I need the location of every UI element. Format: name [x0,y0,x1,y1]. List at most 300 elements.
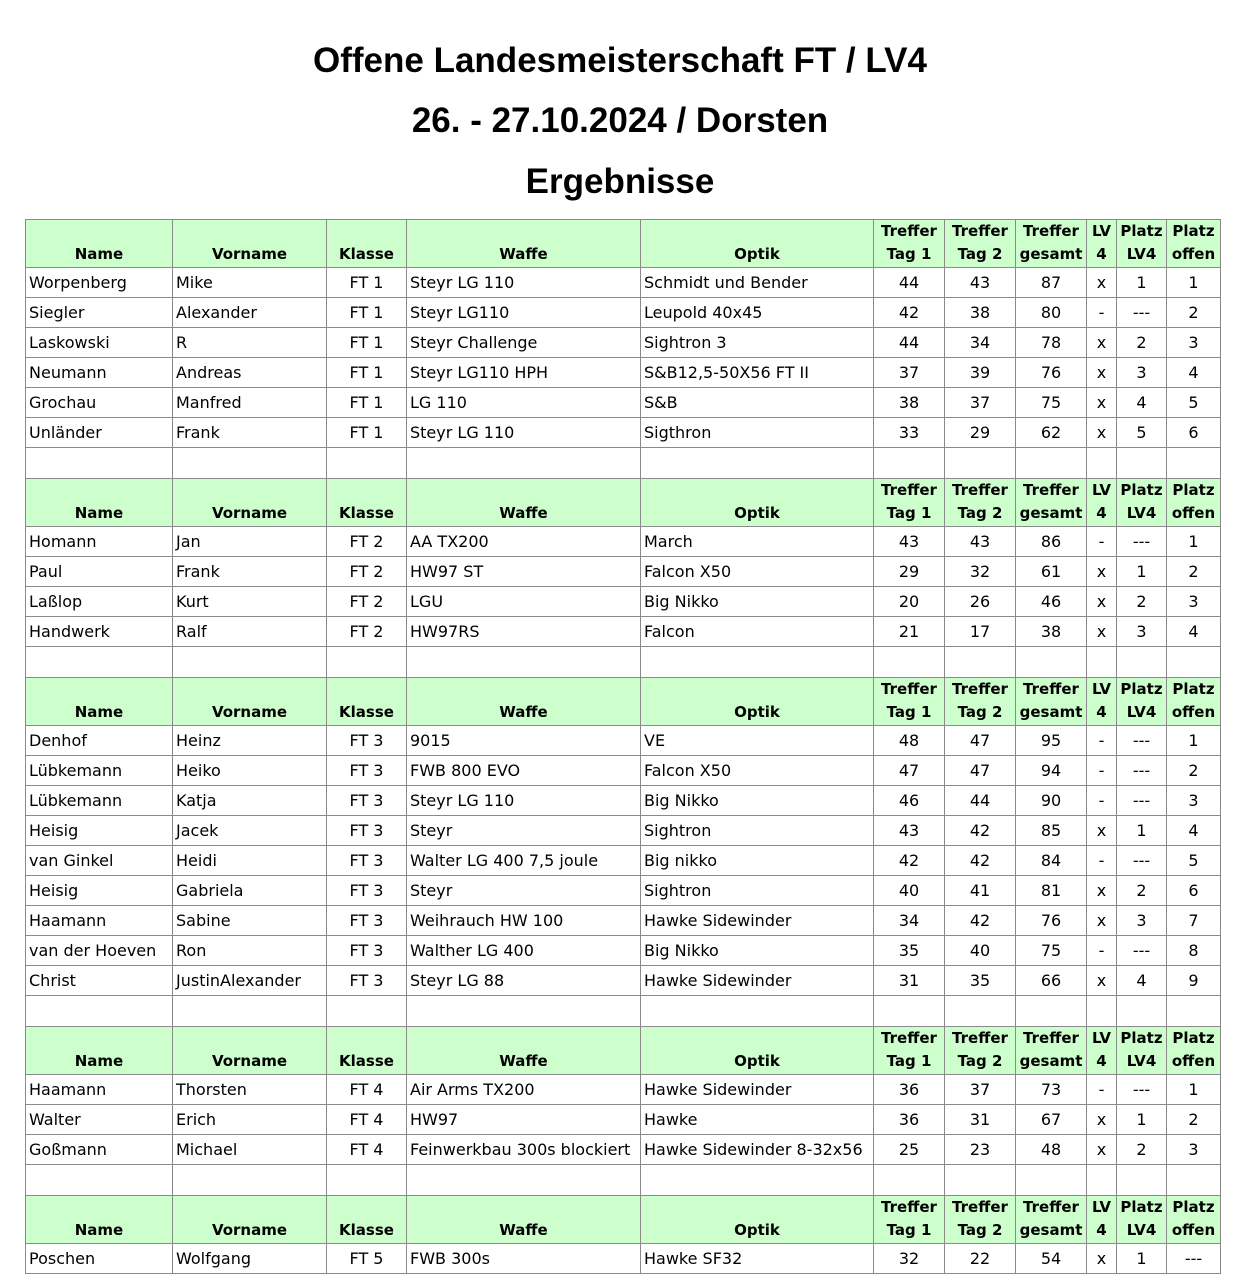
cell-waffe: FWB 300s [407,1244,641,1274]
header-klasse [327,678,407,726]
header-lv4-text: 4 [1096,1221,1107,1239]
cell-klasse: FT 1 [327,328,407,358]
cell-klasse: FT 1 [327,268,407,298]
cell-lv4: - [1087,527,1117,557]
cell-vorname: R [173,328,327,358]
header-treffer-tag1-text: Tag 1 [886,1052,932,1070]
spacer-row [26,647,1221,678]
table-row [26,876,1221,906]
cell-platz-lv4: 3 [1117,358,1167,388]
cell-treffer-tag2: 42 [945,846,1016,876]
spacer-row [26,448,1221,479]
cell-vorname: Ralf [173,617,327,647]
cell-treffer-tag1: 46 [874,786,945,816]
cell-klasse: FT 4 [327,1075,407,1105]
cell-name: van Ginkel [26,846,173,876]
table-row [26,1105,1221,1135]
cell-treffer-tag2: 32 [945,557,1016,587]
cell-name: Homann [26,527,173,557]
cell-treffer-tag2: 43 [945,527,1016,557]
cell-klasse: FT 1 [327,358,407,388]
cell-klasse: FT 2 [327,527,407,557]
empty-cell [26,996,173,1027]
header-treffer-tag2-text: Tag 2 [957,703,1003,721]
cell-treffer-gesamt: 62 [1016,418,1087,448]
cell-treffer-gesamt: 80 [1016,298,1087,328]
cell-treffer-gesamt: 84 [1016,846,1087,876]
cell-waffe: LG 110 [407,388,641,418]
table-row [26,527,1221,557]
cell-klasse: FT 4 [327,1135,407,1165]
cell-vorname: Katja [173,786,327,816]
cell-vorname: Ron [173,936,327,966]
cell-waffe: Steyr LG 110 [407,418,641,448]
cell-treffer-tag2: 41 [945,876,1016,906]
header-name-text: Name [74,504,124,522]
cell-treffer-tag2: 35 [945,966,1016,996]
results-table [25,219,1221,1274]
header-lv4-text: 4 [1096,703,1107,721]
cell-treffer-tag2: 47 [945,756,1016,786]
cell-waffe: Steyr LG 110 [407,786,641,816]
header-klasse [327,479,407,527]
header-vorname [173,678,327,726]
cell-platz-offen: 4 [1167,617,1221,647]
header-platz-lv4 [1117,479,1167,527]
cell-platz-lv4: 4 [1117,388,1167,418]
cell-optik: Hawke Sidewinder [641,906,874,936]
cell-platz-lv4: 1 [1117,1105,1167,1135]
cell-lv4: x [1087,557,1117,587]
cell-platz-offen: 8 [1167,936,1221,966]
cell-lv4: x [1087,1105,1117,1135]
cell-platz-offen: 9 [1167,966,1221,996]
cell-lv4: x [1087,1244,1117,1274]
header-treffer-tag2-text: Tag 2 [957,1221,1003,1239]
table-row [26,1244,1221,1274]
cell-lv4: x [1087,358,1117,388]
table-row [26,936,1221,966]
header-treffer-tag1-text: Tag 1 [886,1221,932,1239]
header-platz-lv4 [1117,1027,1167,1075]
cell-name: Neumann [26,358,173,388]
cell-lv4: - [1087,936,1117,966]
cell-klasse: FT 3 [327,726,407,756]
cell-waffe: Steyr [407,876,641,906]
empty-cell [641,1165,874,1196]
header-platz-offen-text: offen [1171,703,1216,721]
cell-treffer-tag1: 42 [874,298,945,328]
cell-treffer-gesamt: 54 [1016,1244,1087,1274]
header-name [26,1027,173,1075]
header-name-text: Name [74,1221,124,1239]
header-treffer-tag2 [945,220,1016,268]
cell-vorname: JustinAlexander [173,966,327,996]
cell-waffe: Air Arms TX200 [407,1075,641,1105]
header-treffer-tag1 [874,1027,945,1075]
cell-vorname: Michael [173,1135,327,1165]
cell-optik: Hawke Sidewinder [641,966,874,996]
cell-vorname: Frank [173,418,327,448]
cell-name: Unländer [26,418,173,448]
cell-name: Haamann [26,906,173,936]
header-name-text: Name [74,1052,124,1070]
table-row [26,1135,1221,1165]
cell-name: Goßmann [26,1135,173,1165]
header-treffer-gesamt-text: gesamt [1019,245,1083,263]
header-platz-offen-text: offen [1171,245,1216,263]
header-treffer-tag2-text: Treffer [952,1198,1008,1216]
cell-optik: Sightron [641,816,874,846]
cell-treffer-gesamt: 76 [1016,358,1087,388]
header-lv4-text: LV [1091,1198,1112,1216]
cell-name: Lübkemann [26,756,173,786]
cell-treffer-tag2: 40 [945,936,1016,966]
cell-lv4: - [1087,1075,1117,1105]
cell-optik: Falcon X50 [641,756,874,786]
cell-treffer-tag2: 17 [945,617,1016,647]
cell-klasse: FT 3 [327,936,407,966]
cell-lv4: x [1087,876,1117,906]
cell-lv4: x [1087,587,1117,617]
cell-name: Heisig [26,816,173,846]
cell-platz-lv4: --- [1117,527,1167,557]
header-treffer-gesamt [1016,678,1087,726]
header-treffer-gesamt [1016,1196,1087,1244]
cell-platz-offen: 2 [1167,557,1221,587]
empty-cell [1087,448,1117,479]
empty-cell [1016,647,1087,678]
header-treffer-tag2-text: Tag 2 [957,245,1003,263]
cell-lv4: - [1087,846,1117,876]
empty-cell [874,996,945,1027]
cell-optik: Big Nikko [641,936,874,966]
header-platz-lv4 [1117,1196,1167,1244]
header-waffe [407,1027,641,1075]
cell-platz-lv4: --- [1117,936,1167,966]
table-row [26,388,1221,418]
cell-platz-offen: 1 [1167,527,1221,557]
cell-name: Denhof [26,726,173,756]
header-vorname [173,1027,327,1075]
empty-cell [407,647,641,678]
cell-treffer-tag1: 36 [874,1105,945,1135]
header-optik-text: Optik [734,504,780,522]
cell-vorname: Heinz [173,726,327,756]
cell-treffer-tag2: 37 [945,1075,1016,1105]
header-klasse-text: Klasse [339,504,394,522]
header-treffer-gesamt [1016,479,1087,527]
table-header-row [26,220,1221,268]
empty-cell [874,647,945,678]
header-waffe-text: Waffe [499,703,548,721]
cell-treffer-tag2: 26 [945,587,1016,617]
cell-platz-lv4: 2 [1117,587,1167,617]
cell-treffer-tag1: 20 [874,587,945,617]
cell-platz-lv4: --- [1117,1075,1167,1105]
header-treffer-tag1-text: Tag 1 [886,504,932,522]
header-name [26,678,173,726]
cell-treffer-gesamt: 61 [1016,557,1087,587]
cell-klasse: FT 2 [327,617,407,647]
event-date-location: 26. - 27.10.2024 / Dorsten [411,101,829,140]
cell-platz-offen: 4 [1167,816,1221,846]
cell-waffe: Steyr LG 88 [407,966,641,996]
header-platz-offen-text: Platz [1172,481,1215,499]
header-vorname [173,1196,327,1244]
cell-platz-lv4: 2 [1117,1135,1167,1165]
header-treffer-tag2 [945,1196,1016,1244]
table-row [26,557,1221,587]
header-optik [641,220,874,268]
cell-optik: Hawke Sidewinder 8-32x56 [641,1135,874,1165]
cell-klasse: FT 3 [327,756,407,786]
cell-treffer-tag2: 44 [945,786,1016,816]
cell-klasse: FT 3 [327,816,407,846]
cell-optik: Hawke Sidewinder [641,1075,874,1105]
cell-treffer-tag1: 40 [874,876,945,906]
cell-optik: Leupold 40x45 [641,298,874,328]
header-optik-text: Optik [734,245,780,263]
header-vorname-text: Vorname [211,1052,288,1070]
empty-cell [327,1165,407,1196]
cell-lv4: x [1087,906,1117,936]
cell-klasse: FT 2 [327,557,407,587]
cell-lv4: - [1087,756,1117,786]
cell-treffer-tag1: 48 [874,726,945,756]
cell-name: Siegler [26,298,173,328]
empty-cell [945,647,1016,678]
header-treffer-gesamt-text: Treffer [1023,680,1079,698]
cell-platz-offen: 7 [1167,906,1221,936]
header-waffe [407,678,641,726]
cell-vorname: Heiko [173,756,327,786]
cell-klasse: FT 3 [327,906,407,936]
empty-cell [1167,647,1221,678]
cell-treffer-tag1: 25 [874,1135,945,1165]
header-name [26,479,173,527]
empty-cell [327,996,407,1027]
header-treffer-tag1 [874,220,945,268]
cell-waffe: Steyr LG 110 [407,268,641,298]
header-treffer-tag1 [874,678,945,726]
header-treffer-tag2-text: Treffer [952,680,1008,698]
header-optik-text: Optik [734,1221,780,1239]
header-vorname-text: Vorname [211,504,288,522]
cell-treffer-gesamt: 75 [1016,388,1087,418]
cell-vorname: Kurt [173,587,327,617]
cell-vorname: Andreas [173,358,327,388]
spacer-row [26,1165,1221,1196]
cell-klasse: FT 3 [327,876,407,906]
empty-cell [327,647,407,678]
cell-treffer-tag1: 33 [874,418,945,448]
header-platz-lv4-text: LV4 [1126,504,1157,522]
cell-platz-lv4: 4 [1117,966,1167,996]
empty-cell [945,448,1016,479]
cell-waffe: HW97 [407,1105,641,1135]
table-header-row [26,1027,1221,1075]
header-lv4-text: 4 [1096,245,1107,263]
cell-treffer-gesamt: 76 [1016,906,1087,936]
header-treffer-gesamt-text: gesamt [1019,1221,1083,1239]
header-platz-lv4-text: Platz [1120,222,1163,240]
header-treffer-gesamt [1016,220,1087,268]
header-platz-lv4-text: LV4 [1126,1052,1157,1070]
table-row [26,268,1221,298]
table-row [26,966,1221,996]
header-treffer-tag1 [874,1196,945,1244]
header-waffe-text: Waffe [499,504,548,522]
cell-treffer-gesamt: 48 [1016,1135,1087,1165]
cell-treffer-gesamt: 75 [1016,936,1087,966]
cell-name: Christ [26,966,173,996]
table-row [26,756,1221,786]
cell-lv4: x [1087,816,1117,846]
cell-platz-lv4: --- [1117,846,1167,876]
cell-waffe: Steyr LG110 [407,298,641,328]
cell-vorname: Wolfgang [173,1244,327,1274]
cell-treffer-tag1: 35 [874,936,945,966]
cell-treffer-tag1: 44 [874,328,945,358]
header-platz-offen [1167,220,1221,268]
cell-waffe: Steyr LG110 HPH [407,358,641,388]
header-platz-lv4-text: Platz [1120,1029,1163,1047]
cell-name: Handwerk [26,617,173,647]
header-vorname-text: Vorname [211,1221,288,1239]
cell-treffer-gesamt: 67 [1016,1105,1087,1135]
cell-optik: Sightron [641,876,874,906]
header-platz-offen [1167,1196,1221,1244]
cell-platz-offen: --- [1167,1244,1221,1274]
cell-waffe: FWB 800 EVO [407,756,641,786]
header-optik [641,1196,874,1244]
table-row [26,726,1221,756]
cell-platz-offen: 3 [1167,328,1221,358]
empty-cell [945,996,1016,1027]
empty-cell [1117,1165,1167,1196]
cell-name: Laskowski [26,328,173,358]
empty-cell [173,647,327,678]
table-row [26,906,1221,936]
cell-waffe: HW97RS [407,617,641,647]
header-platz-lv4-text: LV4 [1126,1221,1157,1239]
header-platz-lv4-text: Platz [1120,481,1163,499]
header-waffe-text: Waffe [499,1221,548,1239]
header-platz-lv4-text: LV4 [1126,245,1157,263]
cell-vorname: Alexander [173,298,327,328]
cell-treffer-tag2: 23 [945,1135,1016,1165]
header-platz-offen [1167,479,1221,527]
header-treffer-tag1-text: Tag 1 [886,703,932,721]
cell-platz-offen: 3 [1167,1135,1221,1165]
cell-treffer-gesamt: 85 [1016,816,1087,846]
header-treffer-tag1-text: Treffer [881,1198,937,1216]
cell-treffer-gesamt: 95 [1016,726,1087,756]
cell-optik: Sightron 3 [641,328,874,358]
header-vorname-text: Vorname [211,245,288,263]
header-platz-offen-text: Platz [1172,680,1215,698]
cell-treffer-tag1: 38 [874,388,945,418]
header-lv4 [1087,1196,1117,1244]
cell-waffe: Feinwerkbau 300s blockiert [407,1135,641,1165]
header-treffer-tag1-text: Tag 1 [886,245,932,263]
table-row [26,846,1221,876]
cell-platz-offen: 3 [1167,587,1221,617]
empty-cell [874,448,945,479]
header-waffe [407,1196,641,1244]
header-lv4-text: 4 [1096,1052,1107,1070]
cell-treffer-tag1: 37 [874,358,945,388]
cell-platz-lv4: 2 [1117,876,1167,906]
table-row [26,298,1221,328]
cell-optik: Big Nikko [641,587,874,617]
header-waffe-text: Waffe [499,245,548,263]
cell-treffer-tag1: 42 [874,846,945,876]
header-treffer-gesamt [1016,1027,1087,1075]
header-treffer-tag1-text: Treffer [881,1029,937,1047]
header-klasse [327,1196,407,1244]
empty-cell [407,996,641,1027]
cell-platz-offen: 5 [1167,388,1221,418]
cell-vorname: Thorsten [173,1075,327,1105]
table-header-row [26,678,1221,726]
cell-name: Paul [26,557,173,587]
empty-cell [173,1165,327,1196]
cell-vorname: Jan [173,527,327,557]
cell-treffer-tag1: 31 [874,966,945,996]
header-optik-text: Optik [734,703,780,721]
header-platz-offen-text: Platz [1172,222,1215,240]
header-klasse-text: Klasse [339,1052,394,1070]
header-lv4 [1087,479,1117,527]
cell-name: Heisig [26,876,173,906]
empty-cell [1087,996,1117,1027]
cell-optik: Falcon X50 [641,557,874,587]
header-treffer-gesamt-text: Treffer [1023,1029,1079,1047]
cell-platz-offen: 1 [1167,726,1221,756]
cell-lv4: - [1087,786,1117,816]
cell-platz-offen: 6 [1167,418,1221,448]
empty-cell [1087,647,1117,678]
cell-waffe: Walther LG 400 [407,936,641,966]
table-row [26,786,1221,816]
cell-platz-lv4: --- [1117,786,1167,816]
cell-vorname: Manfred [173,388,327,418]
header-name [26,220,173,268]
cell-name: Grochau [26,388,173,418]
header-klasse-text: Klasse [339,1221,394,1239]
header-platz-lv4 [1117,678,1167,726]
cell-optik: March [641,527,874,557]
cell-waffe: AA TX200 [407,527,641,557]
header-platz-offen-text: Platz [1172,1198,1215,1216]
cell-treffer-tag2: 37 [945,388,1016,418]
cell-platz-offen: 2 [1167,756,1221,786]
cell-optik: Hawke SF32 [641,1244,874,1274]
cell-klasse: FT 3 [327,966,407,996]
cell-waffe: LGU [407,587,641,617]
header-treffer-tag1 [874,479,945,527]
cell-treffer-gesamt: 86 [1016,527,1087,557]
cell-optik: Schmidt und Bender [641,268,874,298]
cell-lv4: x [1087,328,1117,358]
header-treffer-tag2 [945,678,1016,726]
cell-platz-offen: 4 [1167,358,1221,388]
cell-platz-lv4: --- [1117,726,1167,756]
cell-platz-lv4: 3 [1117,906,1167,936]
cell-treffer-tag2: 34 [945,328,1016,358]
